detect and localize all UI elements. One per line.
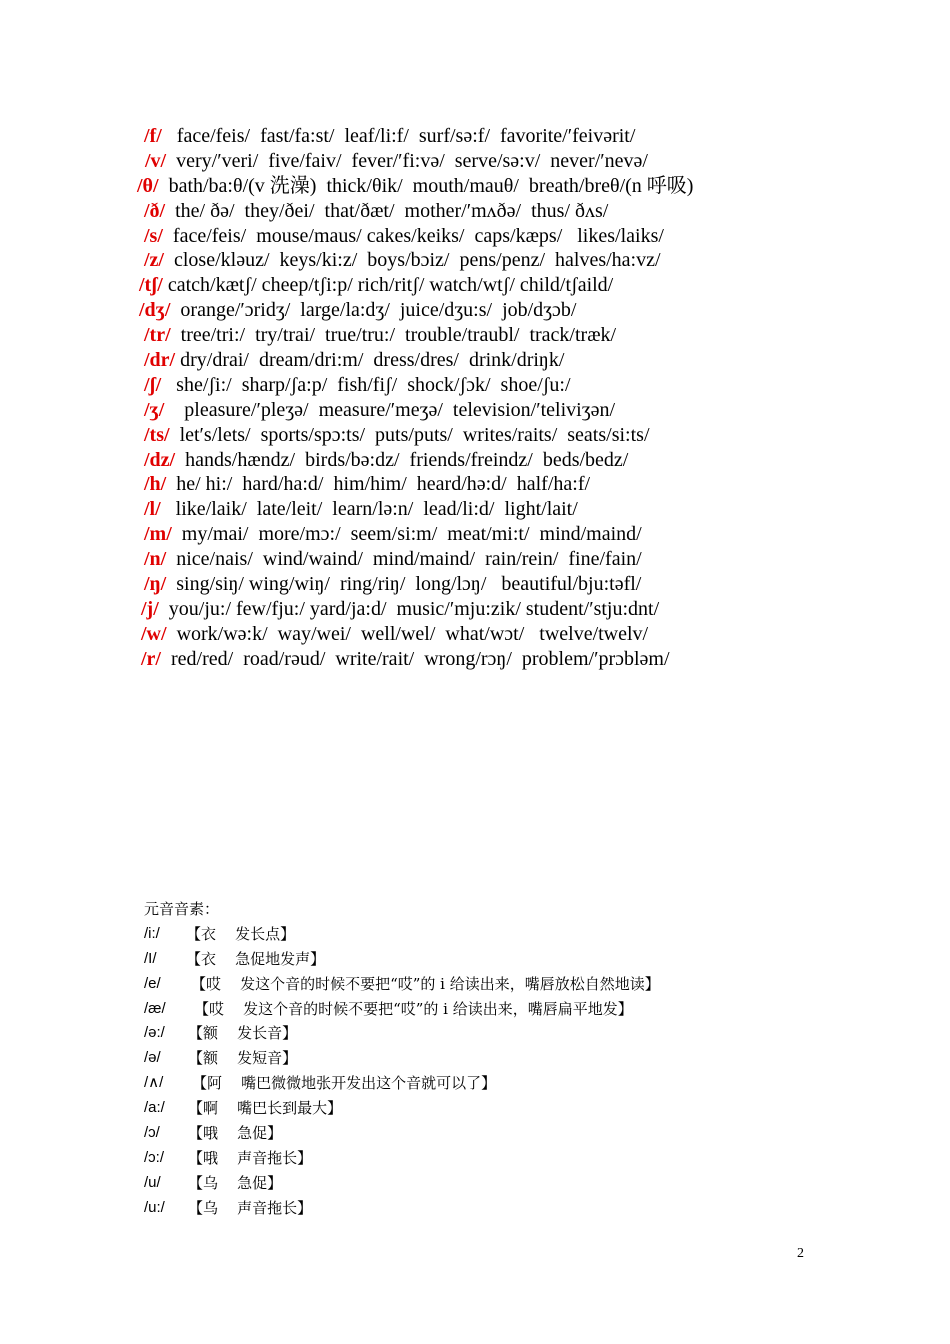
phoneme-symbol: /m/ [144, 523, 172, 546]
phoneme-symbol: /tʃ/ [139, 274, 163, 297]
vowel-description: 【哦 声音拖长】 [188, 1148, 313, 1167]
vowel-description: 【乌 声音拖长】 [188, 1198, 313, 1217]
example-words: red/red/ road/rəud/ write/rait/ wrong/rɔŋ/ problem/′prɔbləm/ [171, 647, 670, 670]
example-words: he/ hi:/ hard/ha:d/ him/him/ heard/hə:d/ half/ha:f/ [176, 473, 591, 496]
example-words: you/ju:/ few/fju:/ yard/ja:d/ music/′mju:zik/ student/′stju:dnt/ [168, 597, 660, 620]
consonant-row-zh [0, 398, 950, 423]
consonant-row-r [0, 647, 950, 672]
example-words: sing/siŋ/ wing/wiŋ/ ring/riŋ/ long/lɔŋ/ beautiful/bju:təfl/ [176, 573, 642, 596]
phoneme-symbol: /dr/ [144, 349, 176, 372]
consonant-row-dz [0, 448, 950, 473]
vowel-description: 【额 发短音】 [188, 1049, 298, 1068]
vowel-symbol: /u:/ [144, 1198, 165, 1216]
consonant-row-ng [0, 572, 950, 597]
phoneme-symbol: /ts/ [144, 423, 170, 446]
consonant-list [0, 124, 950, 672]
consonant-row-n [0, 547, 950, 572]
vowel-symbol: /ə/ [144, 1049, 161, 1067]
vowel-row [144, 947, 904, 972]
vowel-row [144, 1171, 904, 1196]
vowel-row [144, 922, 904, 947]
consonant-row-dzh [0, 298, 950, 323]
example-words: like/laik/ late/leit/ learn/lə:n/ lead/li:d/ light/lait/ [175, 498, 578, 521]
example-words: close/kləuz/ keys/ki:z/ boys/bɔiz/ pens/penz/ halves/ha:vz/ [174, 249, 661, 272]
vowel-row [144, 1146, 904, 1171]
phoneme-symbol: /ʃ/ [144, 373, 162, 396]
phoneme-symbol: /tr/ [144, 324, 171, 347]
vowel-row [144, 972, 904, 997]
example-words: orange/′ɔridʒ/ large/la:dʒ/ juice/dʒu:s/ job/dʒɔb/ [180, 299, 577, 322]
consonant-row-v [0, 149, 950, 174]
consonant-row-f [0, 124, 950, 149]
example-words: pleasure/′pleʒə/ measure/′meʒə/ television/′teliviʒən/ [184, 398, 616, 421]
consonant-row-w [0, 622, 950, 647]
vowel-symbol: /∧/ [144, 1074, 164, 1092]
consonant-row-ts [0, 423, 950, 448]
consonant-row-tsh [0, 273, 950, 298]
phoneme-symbol: /n/ [144, 548, 167, 571]
consonant-row-m [0, 522, 950, 547]
example-words: nice/nais/ wind/waind/ mind/maind/ rain/rein/ fine/fain/ [176, 548, 642, 571]
phoneme-symbol: /j/ [141, 597, 159, 620]
vowel-row [144, 1071, 904, 1096]
phoneme-symbol: /z/ [144, 249, 164, 272]
phoneme-symbol: /dʒ/ [139, 299, 171, 322]
example-words: bath/ba:θ/(v 洗澡) thick/θik/ mouth/mauθ/ breath/breθ/(n 呼吸) [168, 174, 694, 197]
vowel-symbol: /I/ [144, 949, 157, 967]
consonant-row-sh [0, 373, 950, 398]
vowel-description: 【衣 急促地发声】 [186, 949, 326, 968]
phoneme-symbol: /s/ [144, 224, 163, 247]
consonant-row-h [0, 472, 950, 497]
vowel-symbol: /ɔ/ [144, 1124, 160, 1142]
phoneme-symbol: /ʒ/ [144, 398, 165, 421]
consonant-row-theta [0, 174, 950, 199]
page-number: 2 [797, 1246, 804, 1261]
vowel-row [144, 1196, 904, 1221]
vowel-row [144, 997, 904, 1022]
phoneme-symbol: /w/ [141, 622, 167, 645]
phoneme-symbol: /dz/ [144, 448, 176, 471]
example-words: very/′veri/ five/faiv/ fever/′fi:və/ serve/sə:v/ never/′nevə/ [176, 149, 648, 172]
phoneme-symbol: /ð/ [144, 199, 166, 222]
example-words: face/feis/ mouse/maus/ cakes/keiks/ caps/kæps/ likes/laiks/ [172, 224, 664, 247]
example-words: dry/drai/ dream/dri:m/ dress/dres/ drink/driŋk/ [180, 349, 565, 372]
phoneme-symbol: /h/ [144, 473, 167, 496]
example-words: work/wə:k/ way/wei/ well/wel/ what/wɔt/ twelve/twelv/ [176, 622, 649, 645]
example-words: the/ ðə/ they/ðei/ that/ðæt/ mother/′mʌðə/ thus/ ðʌs/ [175, 199, 609, 222]
vowel-row [144, 1021, 904, 1046]
vowel-description: 【哦 急促】 [188, 1124, 283, 1143]
consonant-row-s [0, 224, 950, 249]
vowel-symbol: /æ/ [144, 999, 166, 1017]
vowel-description: 【额 发长音】 [188, 1024, 298, 1043]
phoneme-symbol: /f/ [144, 125, 162, 147]
example-words: tree/tri:/ try/trai/ true/tru:/ trouble/traubl/ track/træk/ [180, 324, 617, 347]
vowel-symbol: /ɔ:/ [144, 1148, 165, 1166]
example-words: hands/hændz/ birds/bə:dz/ friends/freindz/ beds/bedz/ [185, 448, 629, 471]
vowel-description: 【乌 急促】 [188, 1173, 283, 1192]
vowel-description: 【啊 嘴巴长到最大】 [188, 1099, 343, 1118]
phoneme-symbol: /θ/ [137, 174, 159, 197]
phoneme-symbol: /v/ [145, 149, 167, 172]
example-words: let′s/lets/ sports/spɔ:ts/ puts/puts/ writes/raits/ seats/si:ts/ [179, 423, 650, 446]
vowel-description: 【哎 发这个音的时候不要把“哎”的 i 给读出来，嘴唇扁平地发】 [194, 999, 633, 1018]
vowel-symbol: /e/ [144, 974, 161, 992]
phoneme-symbol: /ŋ/ [144, 573, 167, 596]
consonant-row-dr [0, 348, 950, 373]
consonant-row-z [0, 248, 950, 273]
phoneme-symbol: /r/ [141, 647, 161, 670]
consonant-row-j [0, 597, 950, 622]
vowel-row [144, 1046, 904, 1071]
vowel-row [144, 1096, 904, 1121]
consonant-row-tr [0, 323, 950, 348]
vowel-description: 【阿 嘴巴微微地张开发出这个音就可以了】 [192, 1074, 497, 1093]
vowel-description: 【哎 发这个音的时候不要把“哎”的 i 给读出来，嘴唇放松自然地读】 [191, 974, 660, 993]
vowel-symbol: /u/ [144, 1173, 161, 1191]
vowel-description: 【衣 发长点】 [186, 924, 296, 943]
vowel-row [144, 1121, 904, 1146]
consonant-row-eth [0, 199, 950, 224]
vowel-symbol: /i:/ [144, 924, 160, 942]
example-words: face/feis/ fast/fa:st/ leaf/li:f/ surf/sə:f/ favorite/′feivərit/ [176, 125, 636, 147]
vowel-section-title: 元音音素： [144, 900, 220, 918]
example-words: catch/kætʃ/ cheep/tʃi:p/ rich/ritʃ/ watch/wtʃ/ child/tʃaild/ [167, 274, 614, 297]
vowel-symbol: /a:/ [144, 1099, 165, 1117]
vowel-symbol: /ə:/ [144, 1024, 165, 1042]
consonant-row-l [0, 497, 950, 522]
vowel-section [144, 897, 904, 1221]
example-words: she/ʃi:/ sharp/ʃa:p/ fish/fiʃ/ shock/ʃɔk/ shoe/ʃu:/ [176, 373, 571, 396]
phoneme-symbol: /l/ [144, 498, 161, 521]
example-words: my/mai/ more/mɔ:/ seem/si:m/ meat/mi:t/ mind/maind/ [181, 523, 642, 546]
